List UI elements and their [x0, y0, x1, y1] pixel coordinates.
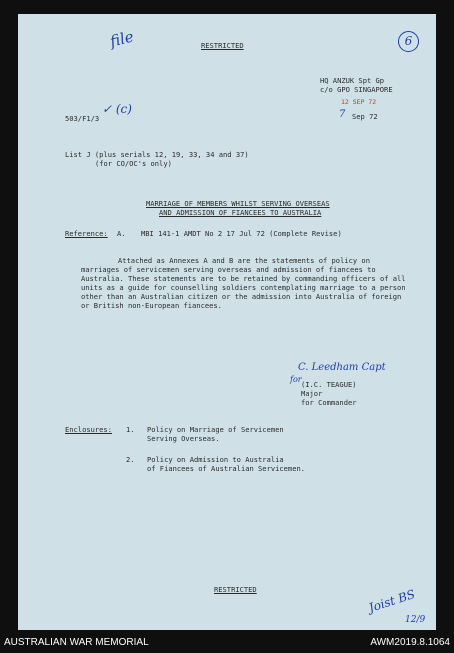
reference-text: MBI 141-1 AMDT No 2 17 Jul 72 (Complete Revise): [141, 229, 342, 238]
reference-letter: A.: [117, 229, 126, 238]
enclosures-label: Enclosures:: [65, 425, 112, 434]
enclosure-1-line-2: Serving Overseas.: [147, 434, 220, 443]
date-month-year: Sep 72: [352, 112, 378, 121]
handwritten-signature: C. Leedham Capt: [298, 362, 386, 373]
classification-bottom: RESTRICTED: [214, 585, 257, 594]
signatory-name: (I.C. TEAGUE): [301, 380, 357, 389]
sender-line-1: HQ ANZUK Spt Gp: [320, 76, 385, 85]
handwritten-bottom-note: Joist BS: [367, 586, 417, 616]
file-reference: 503/F1/3: [65, 114, 100, 123]
distribution-line-1: List J (plus serials 12, 19, 33, 34 and 37): [65, 150, 249, 159]
enclosure-2-num: 2.: [126, 455, 135, 464]
enclosure-2-line-2: of Fiancees of Australian Servicemen.: [147, 464, 306, 473]
signatory-rank: Major: [301, 389, 323, 398]
circled-number: 6: [398, 31, 419, 52]
distribution-line-2: (for CO/OC's only): [95, 159, 172, 168]
subject-line-2: AND ADMISSION OF FIANCEES TO AUSTRALIA: [159, 208, 322, 217]
handwritten-file-note: file: [108, 27, 136, 51]
classification-top: RESTRICTED: [201, 41, 244, 50]
subject-line-1: MARRIAGE OF MEMBERS WHILST SERVING OVERSEAS: [146, 199, 330, 208]
enclosure-1-num: 1.: [126, 425, 135, 434]
date-day-handwritten: 7: [339, 109, 346, 120]
footer-archive-name: AUSTRALIAN WAR MEMORIAL: [4, 637, 149, 648]
footer-accession-number: AWM2019.8.1064: [370, 637, 450, 648]
reference-label: Reference:: [65, 229, 108, 238]
signature-for-mark: for: [290, 375, 302, 384]
date-stamp: 12 SEP 72: [341, 98, 377, 106]
handwritten-bottom-date: 12/9: [405, 615, 426, 625]
sender-line-2: c/o GPO SINGAPORE: [320, 85, 393, 94]
enclosure-1-line-1: Policy on Marriage of Servicemen: [147, 425, 284, 434]
enclosure-2-line-1: Policy on Admission to Australia: [147, 455, 284, 464]
signatory-role: for Commander: [301, 398, 357, 407]
document-page: [18, 14, 436, 630]
body-paragraph: Attached as Annexes A and B are the statements of policy on marriages of servicemen serving overseas and admission of fiancees to Australia. These statements are to be retained by commanding officers of all units as a guide for counselling soldiers contemplating marriage to a person other than an Australian citizen or the admission into Australia of foreign or British non-European fiancees.: [81, 256, 406, 311]
handwritten-tick: ✓ (c): [102, 102, 132, 116]
